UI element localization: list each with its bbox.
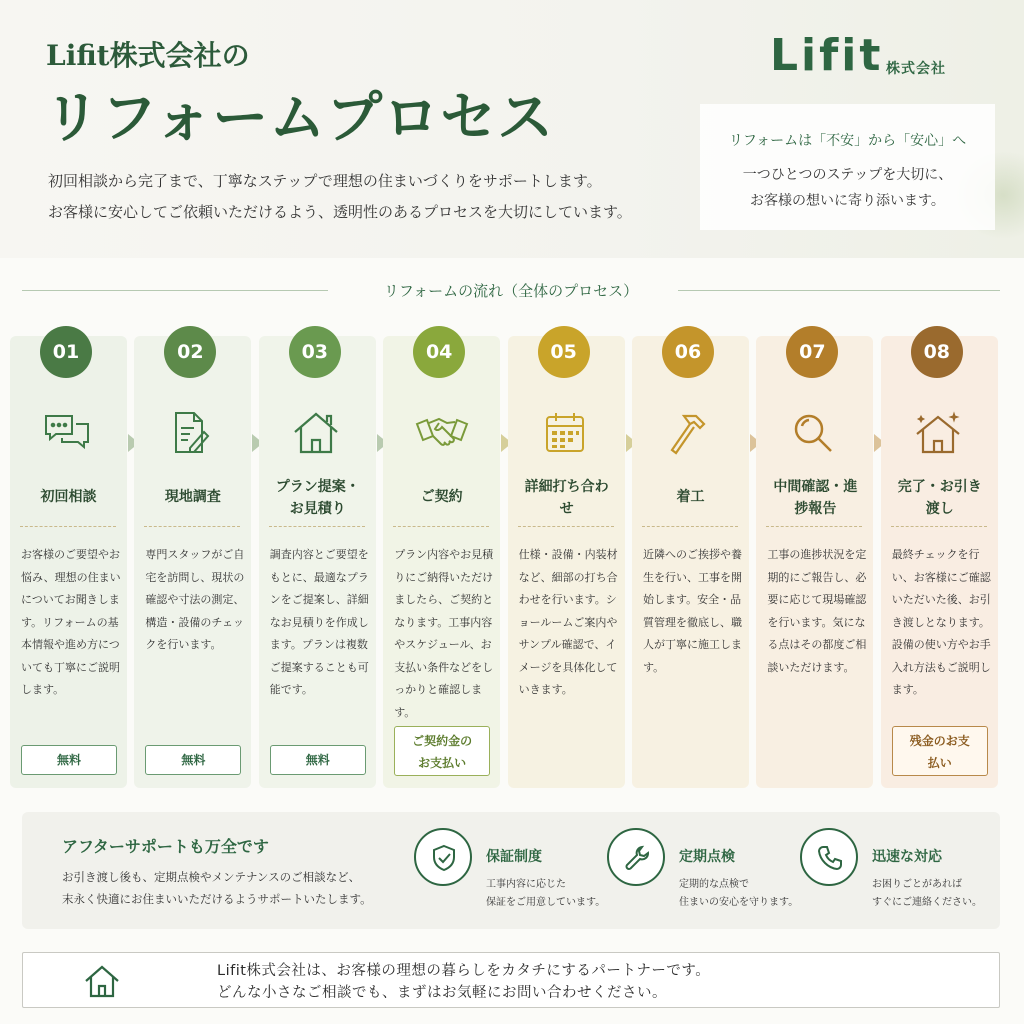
dashed-divider bbox=[269, 526, 365, 527]
feature-line: 保証をご用意しています。 bbox=[486, 897, 606, 908]
after-support-line: 末永く快適にお住まいいただけるようサポートいたします。 bbox=[62, 892, 372, 906]
step-title: 現地調査 bbox=[164, 489, 221, 505]
step-description: プラン内容やお見積りにご納得いただけましたら、ご契約となります。工事内容やスケジュール、お支払い条件などをしっかりと確認します。 bbox=[394, 548, 494, 719]
step-number-badge: 04 bbox=[413, 326, 465, 378]
step-card bbox=[10, 336, 127, 788]
feature-line: お困りごとがあれば bbox=[872, 879, 962, 890]
step-tag: 無料 bbox=[270, 745, 366, 775]
intro-text bbox=[48, 166, 632, 228]
dashed-divider bbox=[393, 526, 489, 527]
feature-desc bbox=[486, 876, 605, 912]
dashed-divider bbox=[891, 526, 987, 527]
hammer-icon bbox=[664, 410, 714, 456]
step-number-badge: 02 bbox=[164, 326, 216, 378]
divider bbox=[678, 290, 1000, 291]
feature-response bbox=[800, 828, 1000, 908]
logo: Lifit bbox=[770, 30, 884, 81]
intro-line: 初回相談から完了まで、丁寧なステップで理想の住まいづくりをサポートします。 bbox=[48, 172, 602, 190]
feature-desc bbox=[872, 876, 982, 912]
feature-line: 工事内容に応じた bbox=[486, 879, 566, 890]
quote-line: お客様の想いに寄り添います。 bbox=[750, 193, 945, 209]
step-card bbox=[508, 336, 625, 788]
step-tag: ご契約金のお支払い bbox=[394, 726, 490, 776]
page-title: リフォームプロセス bbox=[44, 85, 555, 151]
step-title: 初回相談 bbox=[40, 489, 97, 505]
step-title: プラン提案・お見積り bbox=[275, 479, 360, 517]
step-tag: 無料 bbox=[145, 745, 241, 775]
dashed-divider bbox=[518, 526, 614, 527]
feature-title: 保証制度 bbox=[486, 849, 542, 865]
contact-line: どんな小さなご相談でも、まずはお気軽にお問い合わせください。 bbox=[217, 985, 667, 1001]
house-sparkle-icon bbox=[913, 410, 963, 456]
step-number-badge: 07 bbox=[786, 326, 838, 378]
step-description: 工事の進捗状況を定期的にご報告し、必要に応じて現場確認を行います。気になる点はその都度ご相談いただけます。 bbox=[767, 548, 867, 674]
step-card bbox=[383, 336, 500, 788]
calendar-icon bbox=[540, 410, 590, 456]
logo-subtitle: 株式会社 bbox=[886, 61, 946, 77]
step-number-badge: 08 bbox=[911, 326, 963, 378]
quote-box bbox=[700, 104, 995, 230]
feature-title: 定期点検 bbox=[679, 849, 735, 865]
step-title: 着工 bbox=[676, 489, 705, 505]
intro-line: お客様に安心してご依頼いただけるよう、透明性のあるプロセスを大切にしています。 bbox=[48, 203, 632, 221]
step-tag: 無料 bbox=[21, 745, 117, 775]
dashed-divider bbox=[642, 526, 738, 527]
feature-line: 住まいの安心を守ります。 bbox=[679, 897, 799, 908]
step-number-badge: 01 bbox=[40, 326, 92, 378]
step-title: ご契約 bbox=[420, 489, 463, 505]
step-tag: 残金のお支払い bbox=[892, 726, 988, 776]
contact-text bbox=[217, 960, 710, 1004]
step-description: 仕様・設備・内装材など、細部の打ち合わせを行います。ショールームご案内やサンプル確認で、イメージを具体化していきます。 bbox=[518, 548, 618, 696]
dashed-divider bbox=[766, 526, 862, 527]
after-support-line: お引き渡し後も、定期点検やメンテナンスのご相談など、 bbox=[62, 870, 361, 884]
feature-warranty bbox=[414, 828, 614, 908]
step-description: 最終チェックを行い、お客様にご確認いただいた後、お引き渡しとなります。設備の使い方やお手入れ方法もご説明します。 bbox=[891, 548, 991, 696]
magnifier-icon bbox=[788, 410, 838, 456]
section-title: リフォームの流れ（全体のプロセス） bbox=[383, 282, 639, 300]
house-outline-icon bbox=[83, 963, 121, 1003]
dashed-divider bbox=[144, 526, 240, 527]
shield-check-icon bbox=[414, 828, 472, 886]
step-title: 詳細打ち合わせ bbox=[524, 479, 609, 517]
after-support-text bbox=[62, 866, 372, 910]
step-title: 中間確認・進捗報告 bbox=[773, 479, 858, 517]
step-card bbox=[632, 336, 749, 788]
step-description: 専門スタッフがご自宅を訪問し、現状の確認や寸法の測定、構造・設備のチェックを行います。 bbox=[145, 548, 245, 651]
step-description: 調査内容とご要望をもとに、最適なプランをご提案し、詳細なお見積りを作成します。プランは複数ご提案することも可能です。 bbox=[269, 548, 369, 696]
step-number-badge: 06 bbox=[662, 326, 714, 378]
after-support-panel bbox=[22, 812, 1000, 929]
step-number-badge: 05 bbox=[538, 326, 590, 378]
feature-line: 定期的な点検で bbox=[679, 879, 749, 890]
dashed-divider bbox=[20, 526, 116, 527]
contact-line: Lifit株式会社は、お客様の理想の暮らしをカタチにするパートナーです。 bbox=[217, 963, 711, 979]
section-heading bbox=[22, 278, 1000, 302]
house-icon bbox=[291, 410, 341, 456]
quote-headline: リフォームは「不安」から「安心」へ bbox=[728, 133, 967, 149]
step-card bbox=[259, 336, 376, 788]
phone-icon bbox=[800, 828, 858, 886]
step-card bbox=[881, 336, 998, 788]
handshake-icon bbox=[415, 410, 465, 456]
step-description: お客様のご要望やお悩み、理想の住まいについてお聞きします。リフォームの基本情報や進め方についても丁寧にご説明します。 bbox=[21, 548, 121, 696]
after-support-title: アフターサポートも万全です bbox=[62, 837, 269, 856]
contact-banner bbox=[22, 952, 1000, 1008]
quote-line: 一つひとつのステップを大切に、 bbox=[742, 167, 953, 183]
document-pen-icon bbox=[166, 410, 216, 456]
step-title: 完了・お引き渡し bbox=[897, 479, 982, 517]
step-card bbox=[756, 336, 873, 788]
feature-inspection bbox=[607, 828, 807, 908]
pre-title: Lifit株式会社の bbox=[46, 39, 250, 72]
step-number-badge: 03 bbox=[289, 326, 341, 378]
feature-title: 迅速な対応 bbox=[872, 849, 942, 865]
step-description: 近隣へのご挨拶や養生を行い、工事を開始します。安全・品質管理を徹底し、職人が丁寧に施工します。 bbox=[643, 548, 742, 674]
wrench-icon bbox=[607, 828, 665, 886]
feature-desc bbox=[679, 876, 798, 912]
chat-bubbles-icon bbox=[42, 410, 92, 456]
step-card bbox=[134, 336, 251, 788]
feature-line: すぐにご連絡ください。 bbox=[872, 897, 982, 908]
